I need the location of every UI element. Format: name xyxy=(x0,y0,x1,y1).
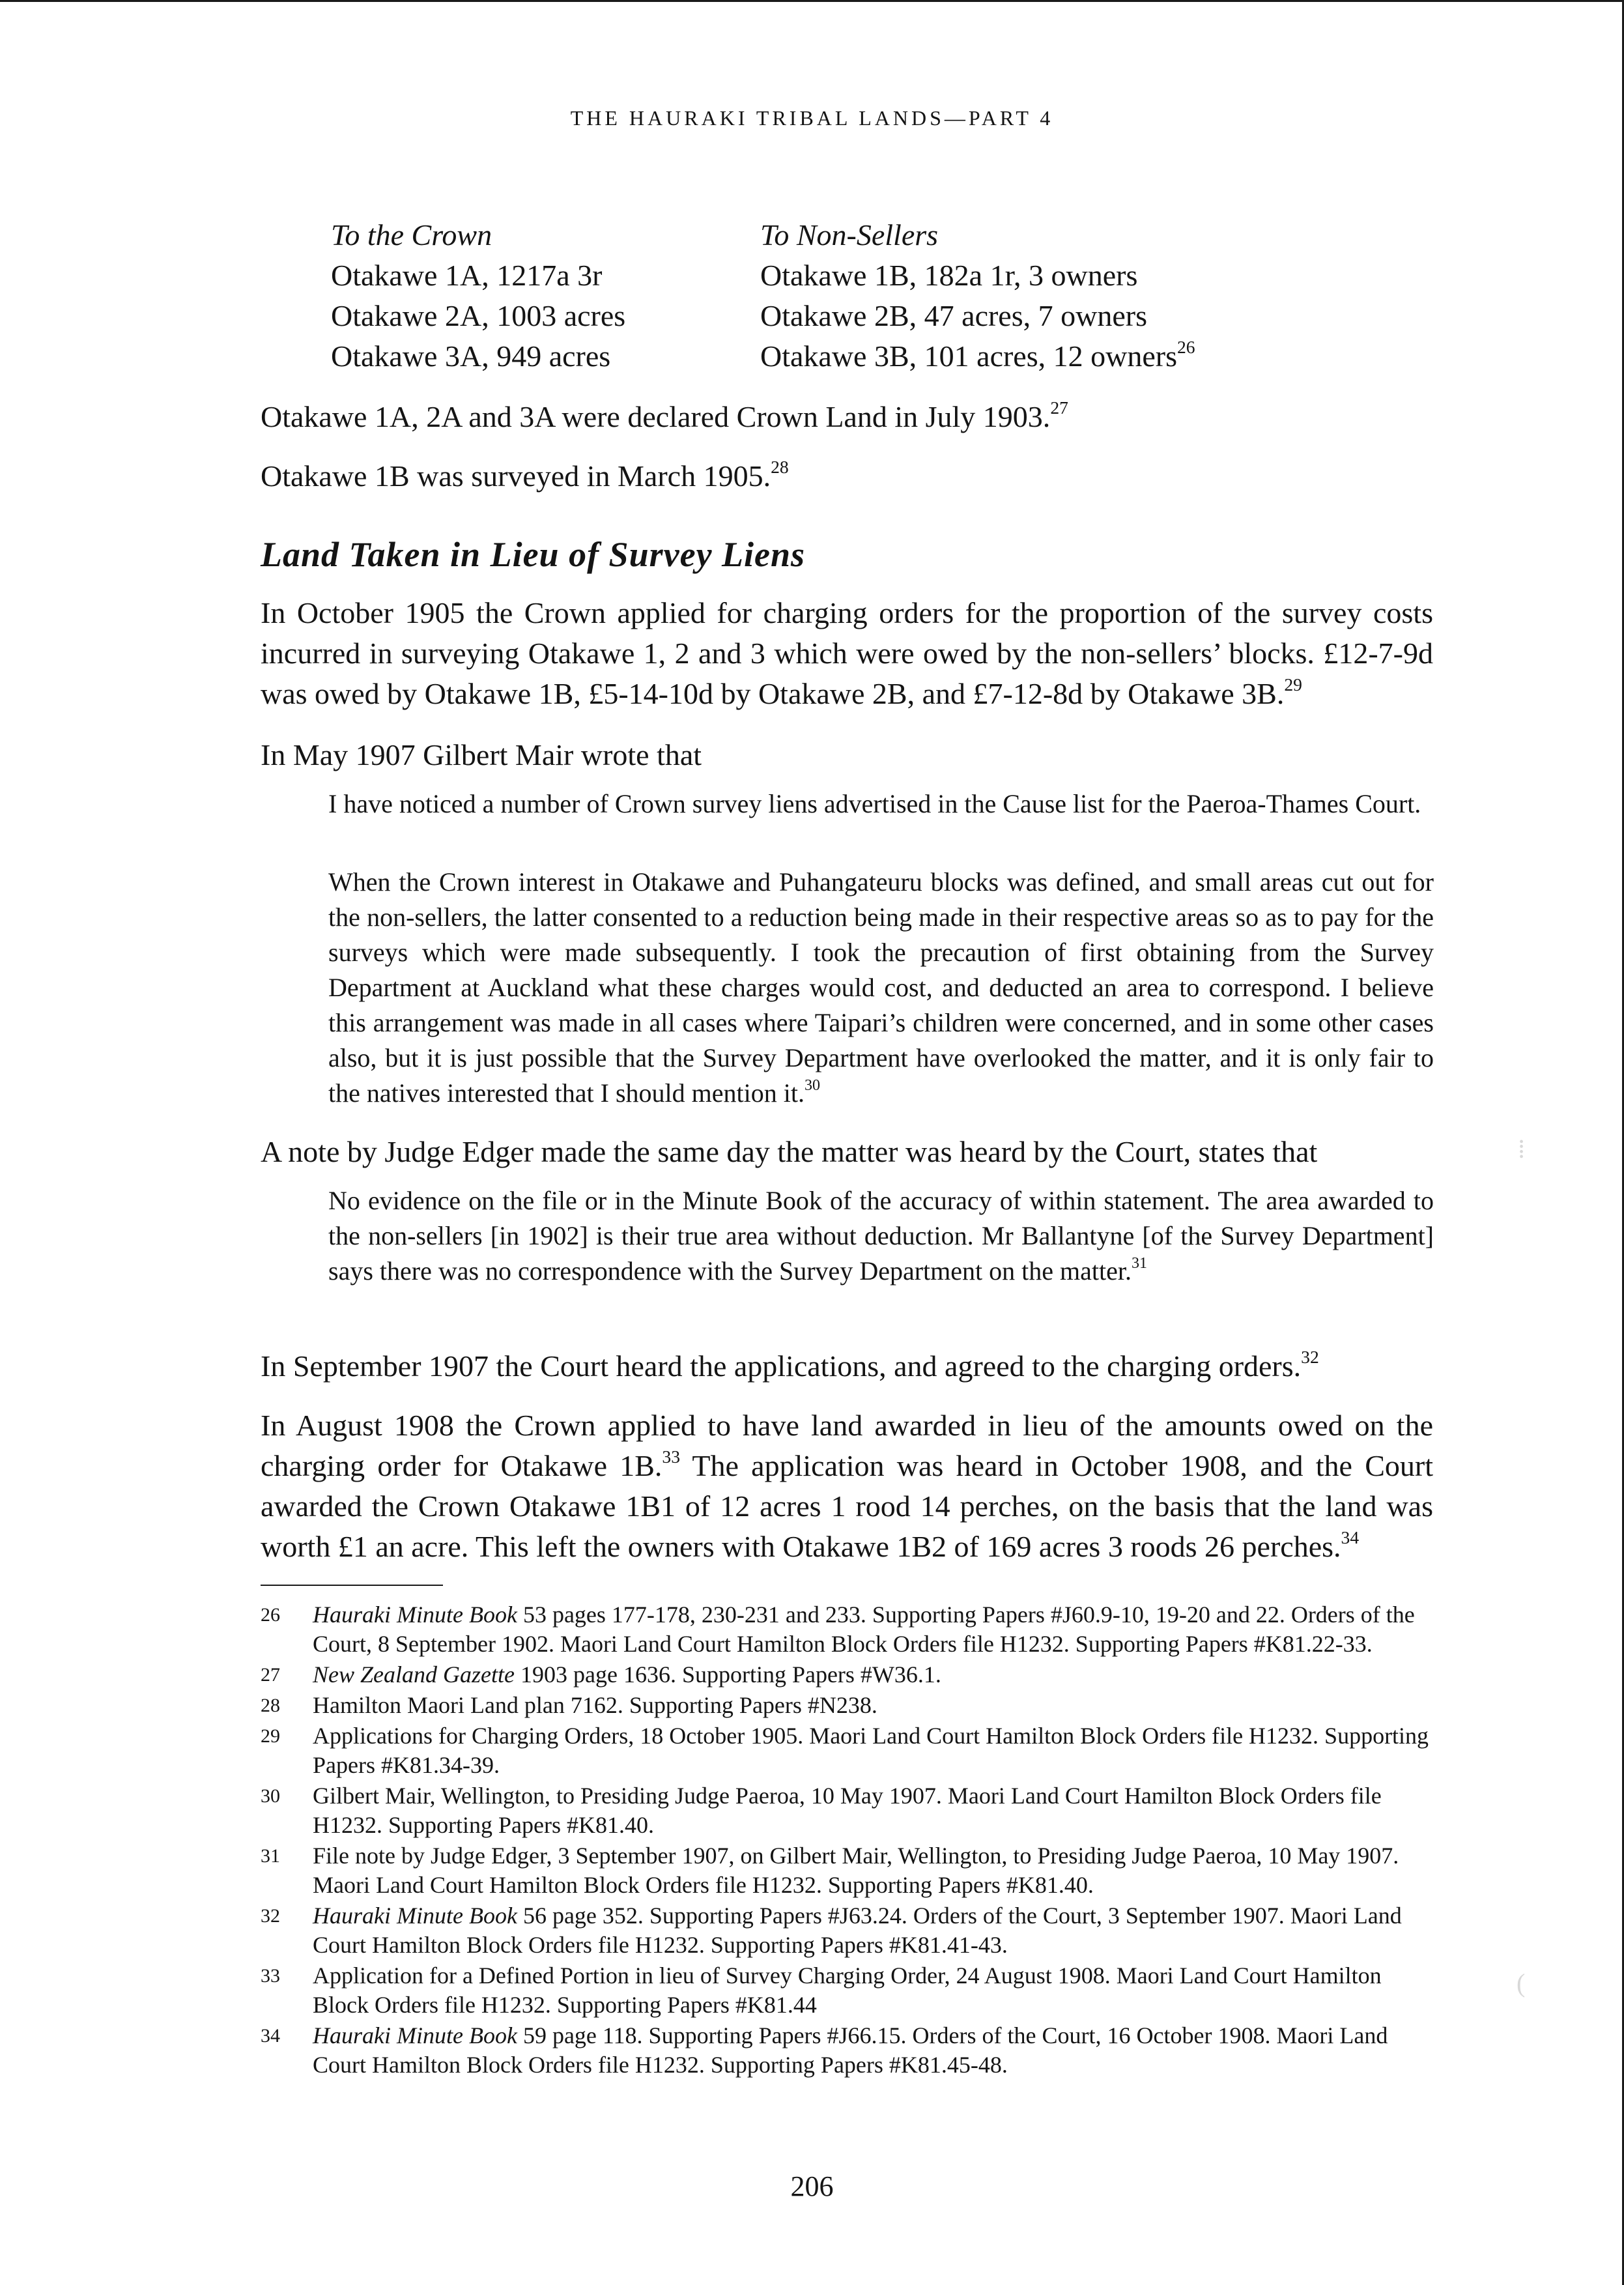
crown-column xyxy=(331,215,735,377)
paragraph-surveyed xyxy=(261,456,1433,496)
paragraph-text: In September 1907 the Court heard the applications, and agreed to the charging orders. xyxy=(261,1349,1302,1383)
footnote-31 xyxy=(261,1841,1433,1900)
footnote-text xyxy=(313,1660,1433,1689)
footnote-body: 53 pages 177-178, 230-231 and 233. Supporting Papers #J60.9-10, 19-20 and 22. Orders of the Court, 8 September 1902. Maori Land Court Hamilton Block Orders file H1232. Supporting Papers #K81.22-33. xyxy=(313,1602,1415,1657)
non-sellers-column-heading: To Non-Sellers xyxy=(760,218,939,251)
paragraph-text: Otakawe 1A, 2A and 3A were declared Crown Land in July 1903. xyxy=(261,400,1051,433)
scan-mark: ⁞ xyxy=(1518,1134,1526,1164)
footnote-text xyxy=(313,1600,1433,1659)
running-head: THE HAURAKI TRIBAL LANDS—PART 4 xyxy=(570,106,1054,130)
footnote-ref-31[interactable]: 31 xyxy=(1131,1254,1147,1272)
paragraph-charging-orders xyxy=(261,593,1433,714)
footnote-body: Applications for Charging Orders, 18 October 1905. Maori Land Court Hamilton Block Orders file H1232. Supporting Papers #K81.34-39. xyxy=(313,1723,1429,1778)
block-quote-mair-1: I have noticed a number of Crown survey liens advertised in the Cause list for the Paeroa-Thames Court. xyxy=(328,789,1421,818)
footnote-ref-30[interactable]: 30 xyxy=(804,1076,820,1094)
footnote-title: New Zealand Gazette xyxy=(313,1661,515,1688)
footnote-number: 28 xyxy=(261,1695,280,1716)
footnote-number: 34 xyxy=(261,2025,280,2047)
paragraph-text: In October 1905 the Crown applied for charging orders for the proportion of the survey costs incurred in surveying Otakawe 1, 2 and 3 which were owed by the non-sellers’ blocks. £12-7-9d was owed by Otakawe 1B, £5-14-10d by Otakawe 2B, and £7-12-8d by Otakawe 3B. xyxy=(261,596,1433,710)
non-sellers-column-line: Otakawe 1B, 182a 1r, 3 owners xyxy=(760,259,1138,292)
paragraph-august-1908 xyxy=(261,1405,1433,1567)
crown-column-line: Otakawe 2A, 1003 acres xyxy=(331,299,626,332)
footnote-27 xyxy=(261,1660,1433,1689)
footnote-ref-27[interactable]: 27 xyxy=(1050,397,1068,418)
footnote-ref-26[interactable]: 26 xyxy=(1176,336,1195,357)
non-sellers-column-line: Otakawe 2B, 47 acres, 7 owners xyxy=(760,299,1147,332)
footnote-body: Gilbert Mair, Wellington, to Presiding Judge Paeroa, 10 May 1907. Maori Land Court Hamilton Block Orders file H1232. Supporting Papers #K81.40. xyxy=(313,1783,1382,1838)
footnote-number: 30 xyxy=(261,1785,280,1807)
footnote-ref-29[interactable]: 29 xyxy=(1284,674,1302,695)
footnote-text xyxy=(313,1961,1433,2020)
footnote-ref-28[interactable]: 28 xyxy=(771,456,789,477)
footnote-body: 1903 page 1636. Supporting Papers #W36.1. xyxy=(514,1661,941,1688)
non-sellers-column-line xyxy=(760,336,1255,377)
footnote-title: Hauraki Minute Book xyxy=(313,2022,517,2048)
non-sellers-column-line-text: Otakawe 3B, 101 acres, 12 owners xyxy=(760,339,1177,373)
footnote-body: File note by Judge Edger, 3 September 1907, on Gilbert Mair, Wellington, to Presiding Judge Paeroa, 10 May 1907. Maori Land Court Hamilton Block Orders file H1232. Supporting Papers #K81.40. xyxy=(313,1843,1399,1898)
footnote-29 xyxy=(261,1721,1433,1780)
non-sellers-column xyxy=(760,215,1255,377)
paragraph-mair-intro: In May 1907 Gilbert Mair wrote that xyxy=(261,738,702,771)
block-quote-mair-2 xyxy=(328,865,1434,1111)
footnote-number: 26 xyxy=(261,1604,280,1626)
footnote-body: Application for a Defined Portion in lieu of Survey Charging Order, 24 August 1908. Maori Land Court Hamilton Block Orders file H1232. Supporting Papers #K81.44 xyxy=(313,1962,1382,2018)
paragraph-edger-intro: A note by Judge Edger made the same day the matter was heard by the Court, states that xyxy=(261,1135,1318,1168)
footnote-title: Hauraki Minute Book xyxy=(313,1903,517,1929)
paragraph-crown-land xyxy=(261,397,1433,437)
quote-text: No evidence on the file or in the Minute Book of the accuracy of within statement. The area awarded to the non-sellers [in 1902] is their true area without deduction. Mr Ballantyne [of the Survey Department] says there was no correspondence with the Survey Department on the matter. xyxy=(328,1186,1434,1286)
footnote-title: Hauraki Minute Book xyxy=(313,1602,517,1628)
paragraph-text: In August 1908 the Crown applied to have land awarded in lieu of the amounts owed on the charging order for Otakawe 1B. xyxy=(261,1409,1433,1482)
footnote-number: 32 xyxy=(261,1905,280,1927)
paragraph-text: Otakawe 1B was surveyed in March 1905. xyxy=(261,459,771,493)
section-heading: Land Taken in Lieu of Survey Liens xyxy=(261,535,806,574)
footnote-rule xyxy=(261,1585,443,1586)
footnote-32 xyxy=(261,1901,1433,1960)
footnote-text xyxy=(313,1901,1433,1960)
footnote-text xyxy=(313,1691,1433,1720)
paragraph-september-1907 xyxy=(261,1346,1433,1387)
footnote-34 xyxy=(261,2021,1433,2080)
crown-column-line: Otakawe 3A, 949 acres xyxy=(331,339,611,373)
footnote-text xyxy=(313,1841,1433,1900)
footnote-30 xyxy=(261,1781,1433,1840)
footnote-ref-33[interactable]: 33 xyxy=(662,1446,681,1467)
footnote-ref-32[interactable]: 32 xyxy=(1301,1346,1319,1367)
page-number: 206 xyxy=(790,2170,834,2202)
footnote-number: 31 xyxy=(261,1845,280,1867)
footnote-text xyxy=(313,2021,1433,2080)
quote-text: When the Crown interest in Otakawe and Puhangateuru blocks was defined, and small areas cut out for the non-sellers, the latter consented to a reduction being made in their respective areas so as to pay for the surveys which were made subsequently. I took the precaution of first obtaining from the Survey Department at Auckland what these charges would cost, and deducted an area to correspond. I believe this arrangement was made in all cases where Taipari’s children were concerned, and in some other cases also, but it is just possible that the Survey Department have overlooked the matter, and it is only fair to the natives interested that I should mention it. xyxy=(328,867,1434,1108)
footnote-body: 56 page 352. Supporting Papers #J63.24. Orders of the Court, 3 September 1907. Maori Land Court Hamilton Block Orders file H1232. Supporting Papers #K81.41-43. xyxy=(313,1903,1402,1958)
paragraph-text: The application was heard in October 1908, and the Court awarded the Crown Otakawe 1B1 of 12 acres 1 rood 14 perches, on the basis that the land was worth £1 an acre. This left the owners with Otakawe 1B2 of 169 acres 3 roods 26 perches. xyxy=(261,1449,1434,1563)
footnote-body: 59 page 118. Supporting Papers #J66.15. Orders of the Court, 16 October 1908. Maori Land Court Hamilton Block Orders file H1232. Supporting Papers #K81.45-48. xyxy=(313,2022,1388,2078)
footnote-text xyxy=(313,1781,1433,1840)
footnote-number: 29 xyxy=(261,1725,280,1747)
footnote-28 xyxy=(261,1691,1433,1720)
footnote-text xyxy=(313,1721,1433,1780)
scan-edge-top xyxy=(0,0,1624,2)
footnote-33 xyxy=(261,1961,1433,2020)
crown-column-line: Otakawe 1A, 1217a 3r xyxy=(331,259,603,292)
footnote-26 xyxy=(261,1600,1433,1659)
crown-column-heading: To the Crown xyxy=(331,218,492,251)
footnote-number: 27 xyxy=(261,1664,280,1686)
scan-mark: ( xyxy=(1517,1968,1526,1998)
block-quote-edger xyxy=(328,1183,1434,1289)
footnotes xyxy=(261,1600,1433,2081)
footnote-number: 33 xyxy=(261,1965,280,1987)
footnote-ref-34[interactable]: 34 xyxy=(1341,1527,1360,1547)
footnote-body: Hamilton Maori Land plan 7162. Supporting Papers #N238. xyxy=(313,1692,877,1718)
